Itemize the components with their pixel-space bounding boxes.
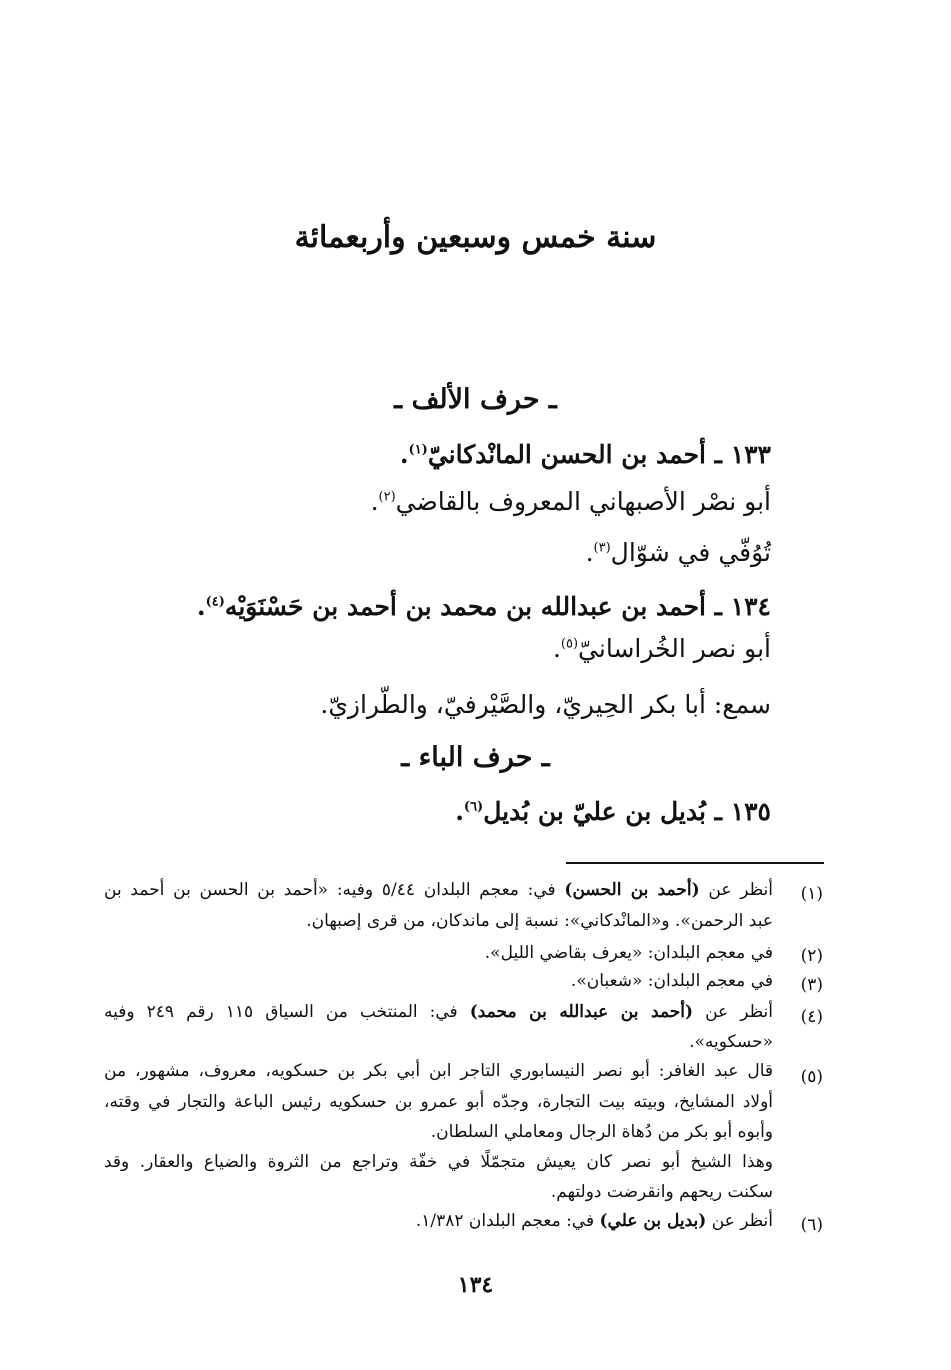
footnote-number-1: (١) [800,884,823,904]
footnote-4-line-1: أنظر عن (أحمد بن عبدالله بن محمد) في: المنتخب من السياق ١١٥ رقم ٢٤٩ وفيه [104,1002,773,1022]
footnote-number-2: (٢) [800,946,823,966]
entry-133-death: تُوُفّي في شوّال$^{(٣)}$. [585,538,771,567]
footnote-1-line-2: عبد الرحمن». و«المانْدكاني»: نسبة إلى ماندكان، من قرى إصبهان. [306,911,773,931]
footnote-6-text: أنظر عن (بديل بن علي) في: معجم البلدان ١/٣٨٢. [415,1211,773,1231]
entry-135-heading: ١٣٥ ـ بُديل بن عليّ بن بُديل$^{(٦)}$. [455,797,771,826]
footnote-5-line-2: أولاد المشايخ، وبيته بيت التجارة، وجدّه أبو عمرو بن حسكويه رئيس الباعة والتجار في وقته، [104,1092,773,1112]
entry-134-heading: ١٣٤ ـ أحمد بن عبدالله بن محمد بن أحمد بن حَسْنَوَيْه$^{(٤)}$. [196,592,771,621]
footnote-5-line-4: وهذا الشيخ أبو نصر كان يعيش متجمّلًا في خفّة وتراجع من الثروة والضياع والعقار. وقد [104,1152,773,1172]
entry-134-teachers: سمع: أبا بكر الحِيريّ، والصَّيْرفيّ، والطّرازيّ. [320,690,771,719]
entry-135-name: ١٣٥ ـ بُديل بن عليّ بن بُديل [483,797,771,826]
footnote-number-5: (٥) [800,1067,823,1087]
footnote-5-line-5: سكنت ريحهم وانقرضت دولتهم. [550,1182,773,1202]
footnote-ref-1: (١) [408,442,428,458]
section-heading-alif: ـ حرف الألف ـ [394,384,557,415]
entry-134-kunya: أبو نصر الخُراسانيّ$^{(٥)}$. [552,634,771,663]
footnote-number-3: (٣) [800,975,823,995]
section-heading-ba: ـ حرف الباء ـ [401,742,550,773]
footnote-ref-6: (٦) [463,799,484,815]
footnote-5-line-3: وأبوه أبو بكر من دُهاة الرجال ومعاملي السلطان. [430,1122,773,1142]
footnote-ref-2: (٢) [378,489,396,505]
entry-133-kunya: أبو نصْر الأصبهاني المعروف بالقاضي$^{(٢)}$. [370,487,771,516]
footnote-ref-3: (٣) [593,540,611,556]
footnote-ref-4: (٤) [205,594,225,610]
entry-134-name: ١٣٤ ـ أحمد بن عبدالله بن محمد بن أحمد بن حَسْنَوَيْه [224,592,771,621]
page-number: ١٣٤ [457,1272,494,1298]
footnote-2-text: في معجم البلدان: «يعرف بقاضي الليل». [484,943,773,963]
footnote-5-line-1: قال عبد الغافر: أبو نصر النيسابوري التاجر ابن أبي بكر بن حسكويه، معروف، مشهور، من [104,1061,773,1081]
entry-133-heading: ١٣٣ ـ أحمد بن الحسن المانْدكانيّ$^{(١)}$. [399,440,771,469]
footnote-3-text: في معجم البلدان: «شعبان». [570,971,773,991]
footnote-4-line-2: «حسكويه». [689,1032,773,1052]
year-title: سنة خمس وسبعين وأربعمائة [294,220,657,255]
footnote-1-line-1: أنظر عن (أحمد بن الحسن) في: معجم البلدان ٥/٤٤ وفيه: «أحمد بن الحسن بن أحمد بن [104,880,774,900]
entry-133-name: ١٣٣ ـ أحمد بن الحسن المانْدكانيّ [427,440,771,469]
footnote-ref-5: (٥) [560,636,579,652]
footnote-number-6: (٦) [800,1215,823,1235]
footnote-number-4: (٤) [800,1007,823,1027]
footnote-separator [566,862,824,864]
